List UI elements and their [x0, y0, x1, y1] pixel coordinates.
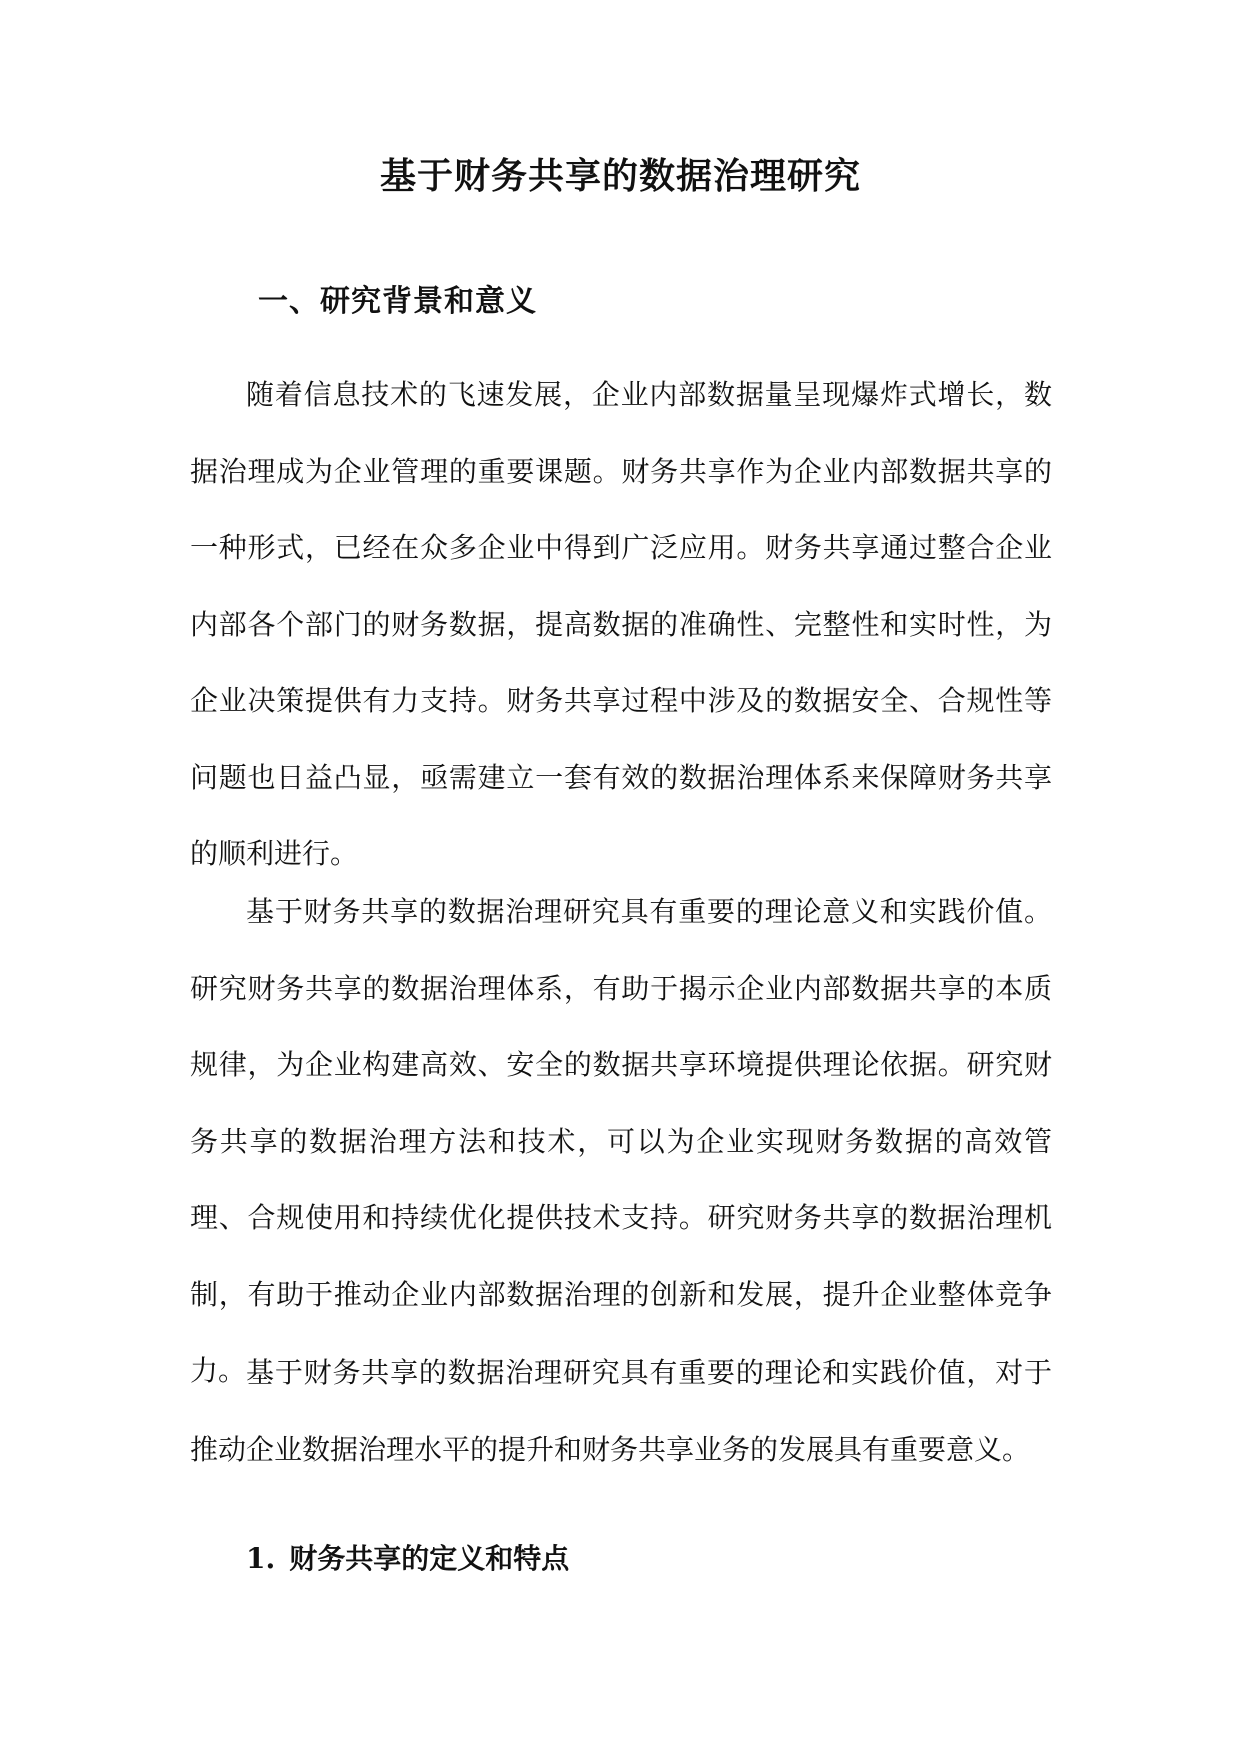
- document-title: 基于财务共享的数据治理研究: [379, 155, 861, 197]
- body-paragraph-1: 随着信息技术的飞速发展，企业内部数据量呈现爆炸式增长，数据治理成为企业管理的重要课题。财务共享作为企业内部数据共享的一种形式，已经在众多企业中得到广泛应用。财务共享通过整合企业内部各个部门的财务数据，提高数据的准确性、完整性和实时性，为企业决策提供有力支持。财务共享过程中涉及的数据安全、合规性等问题也日益凸显，亟需建立一套有效的数据治理体系来保障财务共享的顺利进行。: [190, 378, 1052, 870]
- body-paragraph-2: 基于财务共享的数据治理研究具有重要的理论意义和实践价值。研究财务共享的数据治理体系，有助于揭示企业内部数据共享的本质规律，为企业构建高效、安全的数据共享环境提供理论依据。研究财务共享的数据治理方法和技术，可以为企业实现财务数据的高效管理、合规使用和持续优化提供技术支持。研究财务共享的数据治理机制，有助于推动企业内部数据治理的创新和发展，提升企业整体竞争力。: [190, 895, 1052, 1387]
- section-heading: 一、研究背景和意义: [258, 284, 537, 319]
- body-paragraph-3: 基于财务共享的数据治理研究具有重要的理论和实践价值，对于推动企业数据治理水平的提升和财务共享业务的发展具有重要意义。: [190, 1356, 1052, 1466]
- numbered-subheading: [246, 1537, 569, 1581]
- subheading-number: 1.: [246, 1542, 276, 1575]
- subheading-text: 财务共享的定义和特点: [289, 1542, 570, 1575]
